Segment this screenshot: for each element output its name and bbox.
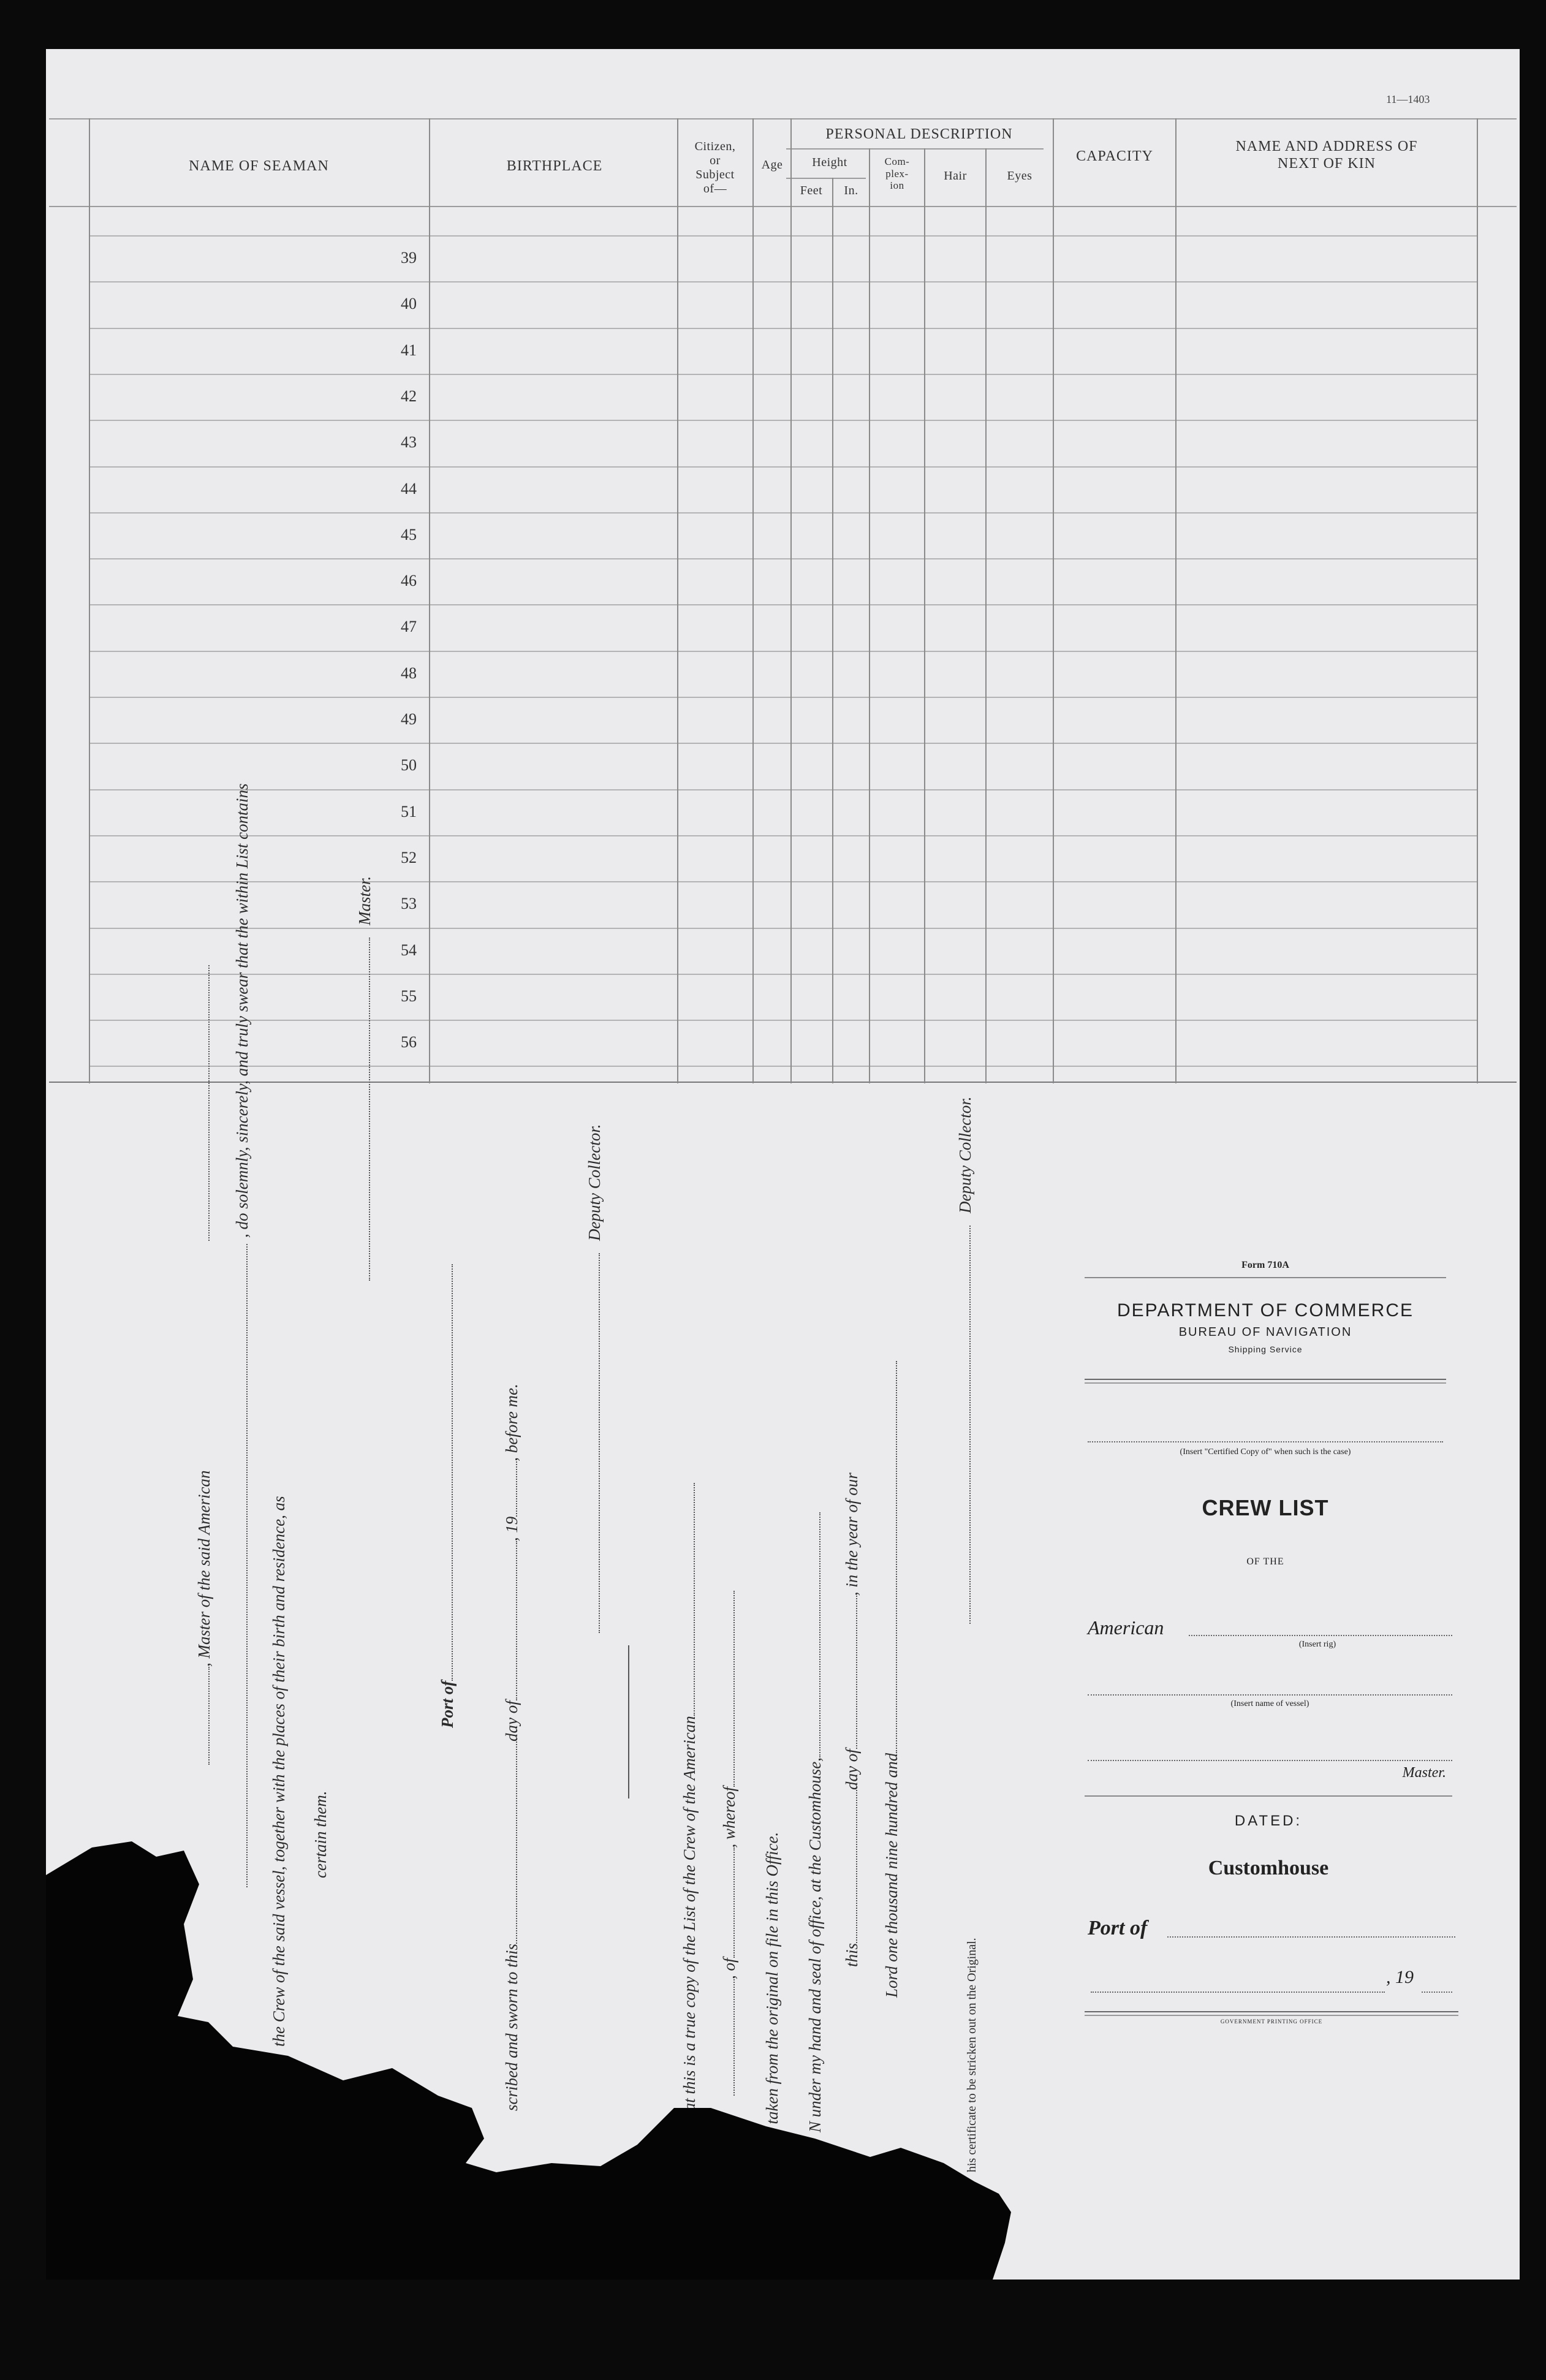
cert-text: the Crew of the said vessel, together with the places of their birth and residence, as: [270, 1496, 288, 2047]
header-citizen-line: Citizen,: [694, 140, 736, 153]
row-number: 50: [401, 756, 417, 774]
header-height: Height: [812, 156, 847, 169]
cert-text: , 19: [502, 1516, 521, 1542]
header-age: Age: [761, 158, 783, 172]
row-number: 53: [401, 895, 417, 912]
cover-insert-vessel: (Insert name of vessel): [1230, 1699, 1309, 1708]
cert-text: , of: [720, 1958, 738, 1979]
cover-customhouse: Customhouse: [1208, 1857, 1329, 1879]
header-capacity: CAPACITY: [1076, 148, 1153, 164]
header-eyes: Eyes: [1007, 169, 1033, 183]
row-number: 54: [401, 941, 417, 959]
cert-text: Deputy Collector.: [585, 1124, 604, 1241]
row-number: 42: [401, 387, 417, 405]
row-number: 43: [401, 433, 417, 451]
header-next-of-kin-line: NEXT OF KIN: [1278, 155, 1376, 172]
header-name-of-seaman: NAME OF SEAMAN: [189, 158, 329, 174]
cert-text: , before me.: [502, 1384, 521, 1461]
cert-text: his certificate to be stricken out on the Original.: [965, 1938, 979, 2172]
cert-text: , in the year of our: [843, 1472, 861, 1596]
row-number: 51: [401, 803, 417, 820]
cover-service: Shipping Service: [1228, 1344, 1303, 1354]
cert-text: Deputy Collector.: [956, 1096, 974, 1213]
row-number: 45: [401, 526, 417, 544]
cert-text: this: [843, 1942, 861, 1967]
cert-text: , whereof: [720, 1787, 738, 1848]
header-feet: Feet: [800, 184, 823, 197]
header-personal-description: PERSONAL DESCRIPTION: [825, 126, 1013, 142]
header-complexion-line: plex-: [885, 167, 909, 180]
cert-text: , do solemnly, sincerely, and truly swear that the within List contains: [233, 783, 251, 1238]
header-citizen-line: or: [710, 154, 721, 167]
cert-text: N under my hand and seal of office, at the Customhouse,: [806, 1757, 824, 2132]
header-citizen-line: Subject: [695, 168, 735, 181]
cert-text: certain them.: [311, 1791, 330, 1878]
cover-master: Master.: [1402, 1765, 1446, 1781]
cover-of-the: OF THE: [1246, 1556, 1284, 1567]
row-number: 44: [401, 480, 417, 498]
header-birthplace: BIRTHPLACE: [506, 158, 603, 174]
cover-insert-note: (Insert "Certified Copy of" when such is the case): [1180, 1447, 1351, 1457]
row-number: 52: [401, 849, 417, 866]
cover-department: DEPARTMENT OF COMMERCE: [1116, 1300, 1414, 1321]
cover-form-number: Form 710A: [1241, 1260, 1289, 1270]
cert-text: day of: [843, 1749, 861, 1790]
cover-printer: GOVERNMENT PRINTING OFFICE: [1220, 2018, 1323, 2025]
header-complexion-line: ion: [890, 180, 904, 192]
header-citizen-line: of—: [703, 182, 727, 195]
header-hair: Hair: [944, 169, 967, 183]
cert-text: scribed and sworn to this: [502, 1943, 521, 2111]
header-inches: In.: [844, 184, 858, 197]
cover-dated: DATED:: [1234, 1813, 1303, 1829]
cover-year: , 19: [1386, 1967, 1414, 1987]
cover-american: American: [1088, 1616, 1164, 1639]
cert-text: day of: [502, 1700, 521, 1741]
cover-bureau: BUREAU OF NAVIGATION: [1178, 1325, 1352, 1339]
row-number: 56: [401, 1033, 417, 1051]
cover-title: CREW LIST: [1202, 1495, 1329, 1520]
row-number: 48: [401, 664, 417, 682]
cert-text: , taken from the original on file in this Office.: [763, 1832, 781, 2132]
header-next-of-kin-line: NAME AND ADDRESS OF: [1235, 138, 1418, 154]
cert-text: , Master of the said American: [195, 1470, 213, 1667]
cert-text: Lord one thousand nine hundred and: [882, 1753, 901, 1998]
cert-text: ify that this is a true copy of the List of the Crew of the American: [680, 1716, 699, 2145]
row-number: 41: [401, 341, 417, 359]
cert-text: Master.: [355, 876, 374, 925]
row-number: 49: [401, 710, 417, 728]
torn-hole: [46, 1841, 1011, 2280]
form-number: 11—1403: [1386, 93, 1430, 105]
cert-text: Port of: [438, 1680, 457, 1728]
cover-insert-rig: (Insert rig): [1298, 1640, 1336, 1649]
header-complexion-line: Com-: [884, 156, 910, 167]
cover-port-of: Port of: [1088, 1917, 1148, 1939]
row-number: 46: [401, 572, 417, 589]
row-number: 47: [401, 618, 417, 635]
row-number: 55: [401, 987, 417, 1005]
row-number: 40: [401, 295, 417, 313]
row-number: 39: [401, 249, 417, 267]
